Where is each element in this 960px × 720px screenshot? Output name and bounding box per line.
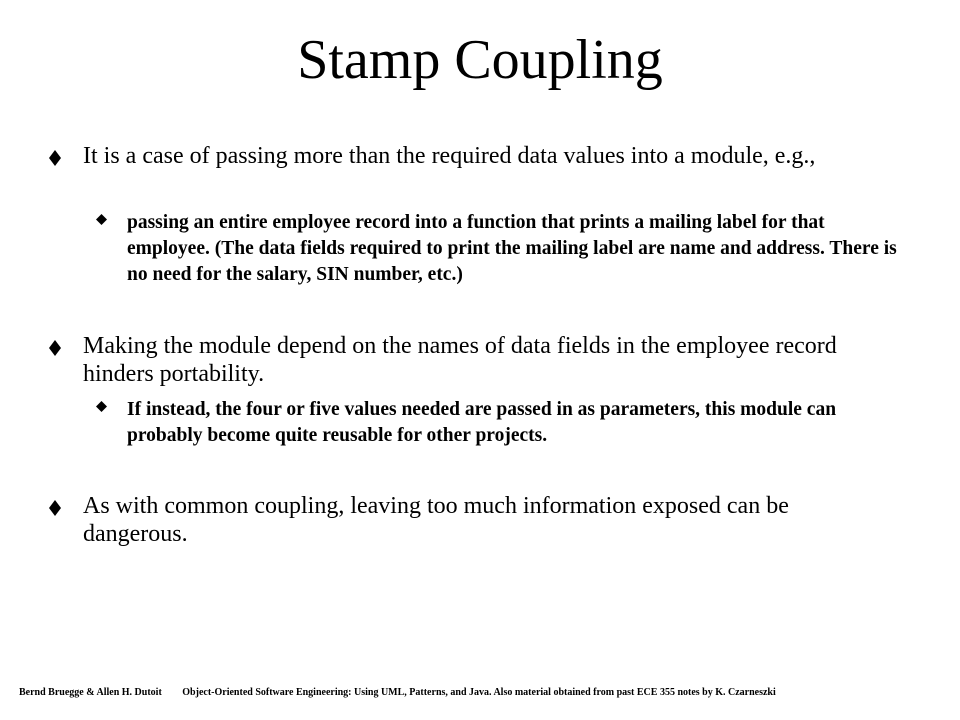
footer-authors: Bernd Bruegge & Allen H. Dutoit xyxy=(19,687,162,698)
bullet-item xyxy=(48,142,898,170)
sub-bullet-item xyxy=(96,397,906,449)
small-diamond-bullet-icon xyxy=(96,214,107,225)
bullet-item xyxy=(48,332,898,388)
diamond-bullet-icon xyxy=(48,340,62,356)
bullet-text: Making the module depend on the names of data fields in the employee record hinders portability. xyxy=(83,333,837,387)
slide-title: Stamp Coupling xyxy=(297,29,663,91)
diamond-bullet-icon xyxy=(48,500,62,516)
small-diamond-bullet-icon xyxy=(96,401,107,412)
slide-footer xyxy=(19,687,776,699)
sub-bullet-text: passing an entire employee record into a function that prints a mailing label for that employee. (The data fields required to print the mailing label are name and address. There is no need for the salary, SIN number, etc.) xyxy=(127,212,897,285)
bullet-text: As with common coupling, leaving too much information exposed can be dangerous. xyxy=(83,493,789,547)
footer-book: Object-Oriented Software Engineering: Using UML, Patterns, and Java. Also material obtained from past ECE 355 notes by K. Czarneszki xyxy=(182,687,776,698)
sub-bullet-text: If instead, the four or five values needed are passed in as parameters, this module can probably become quite reusable for other projects. xyxy=(127,399,837,446)
bullet-text: It is a case of passing more than the required data values into a module, e.g., xyxy=(83,143,816,169)
diamond-bullet-icon xyxy=(48,150,62,166)
bullet-item xyxy=(48,492,898,548)
sub-bullet-item xyxy=(96,210,906,288)
